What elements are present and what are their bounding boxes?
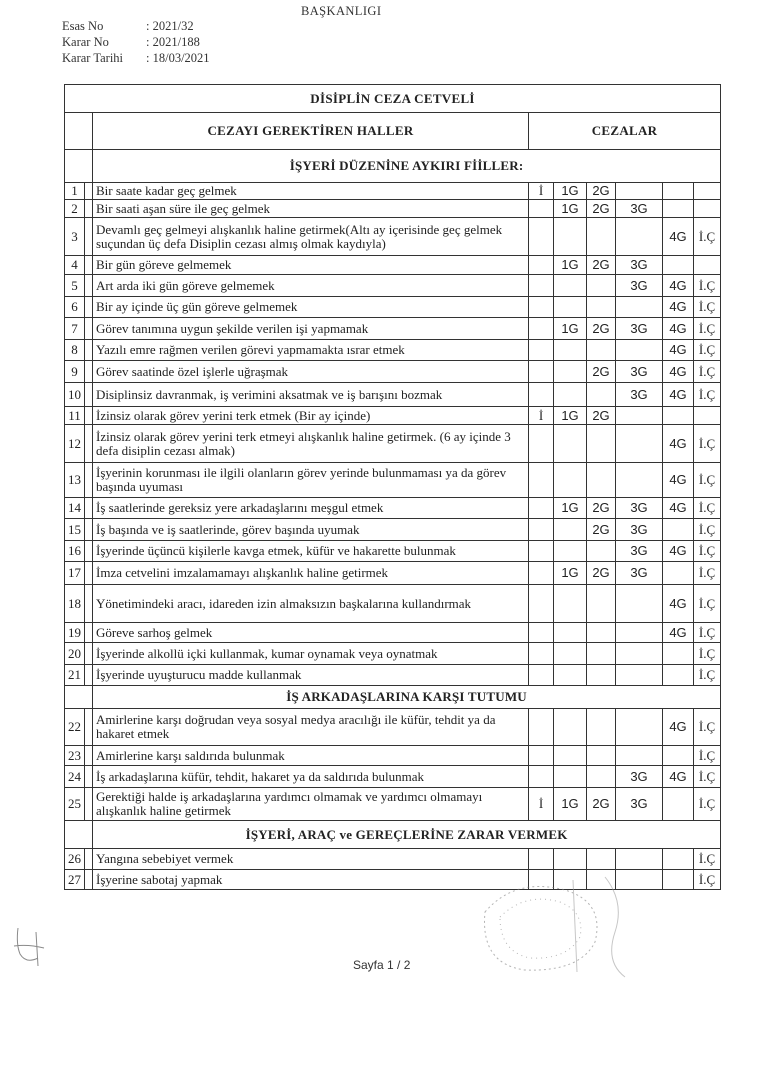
penalty-cell: İ.Ç <box>694 746 721 766</box>
penalty-cell: 4G <box>663 383 694 407</box>
row-offense-text: Gerektiği halde iş arkadaşlarına yardımcı olmamak ve yardımcı olmamayı alışkanlık haline getirmek <box>93 788 529 821</box>
penalty-cell <box>587 746 616 766</box>
row-number: 1 <box>65 183 85 200</box>
penalty-cell: 1G <box>554 183 587 200</box>
penalty-cell: İ.Ç <box>694 318 721 340</box>
penalty-cell <box>554 643 587 665</box>
row-spacer <box>85 643 93 665</box>
row-spacer <box>85 623 93 643</box>
table-row <box>65 541 721 562</box>
penalty-cell: 2G <box>587 788 616 821</box>
penalty-cell <box>694 183 721 200</box>
row-number: 15 <box>65 519 85 541</box>
penalty-cell: İ.Ç <box>694 585 721 623</box>
penalty-cell: 3G <box>616 519 663 541</box>
row-spacer <box>85 361 93 383</box>
penalty-cell: 3G <box>616 318 663 340</box>
penalty-cell: 1G <box>554 407 587 425</box>
section-header-row <box>65 686 721 709</box>
penalty-cell: İ.Ç <box>694 870 721 890</box>
row-number: 7 <box>65 318 85 340</box>
penalty-cell: 2G <box>587 318 616 340</box>
column-header-penalties: CEZALAR <box>529 113 721 150</box>
table-row <box>65 463 721 498</box>
penalty-cell <box>554 297 587 318</box>
penalty-cell: İ.Ç <box>694 463 721 498</box>
office-heading: BAŞKANLIGI <box>301 4 382 18</box>
row-offense-text: İş saatlerinde gereksiz yere arkadaşlarını meşgul etmek <box>93 498 529 519</box>
table-row <box>65 361 721 383</box>
table-row <box>65 585 721 623</box>
penalty-cell <box>554 623 587 643</box>
page-number: Sayfa 1 / 2 <box>353 958 411 972</box>
penalty-cell <box>663 665 694 686</box>
penalty-cell: 3G <box>616 562 663 585</box>
penalty-cell: 4G <box>663 361 694 383</box>
penalty-cell <box>587 463 616 498</box>
penalty-cell <box>529 361 554 383</box>
meta-row-karar <box>62 34 210 50</box>
penalty-cell <box>616 643 663 665</box>
row-offense-text: Bir saati aşan süre ile geç gelmek <box>93 200 529 218</box>
penalty-cell: İ <box>529 183 554 200</box>
penalty-cell <box>554 519 587 541</box>
penalty-cell <box>616 218 663 256</box>
penalty-cell <box>529 463 554 498</box>
penalty-cell <box>663 407 694 425</box>
penalty-cell: İ.Ç <box>694 361 721 383</box>
official-stamp-icon <box>455 872 635 982</box>
penalty-cell: 4G <box>663 318 694 340</box>
row-offense-text: İşyerinde üçüncü kişilerle kavga etmek, küfür ve hakarette bulunmak <box>93 541 529 562</box>
table-row <box>65 383 721 407</box>
penalty-cell: 1G <box>554 318 587 340</box>
case-metadata <box>62 18 210 66</box>
meta-value: : 18/03/2021 <box>146 51 210 65</box>
penalty-cell <box>529 200 554 218</box>
penalty-cell <box>554 275 587 297</box>
row-number: 14 <box>65 498 85 519</box>
penalty-cell <box>587 425 616 463</box>
row-offense-text: Görev tanımına uygun şekilde verilen işi yapmamak <box>93 318 529 340</box>
penalty-cell: 2G <box>587 519 616 541</box>
row-offense-text: Bir saate kadar geç gelmek <box>93 183 529 200</box>
meta-value: : 2021/32 <box>146 19 194 33</box>
penalty-cell <box>529 256 554 275</box>
row-number: 3 <box>65 218 85 256</box>
row-number: 5 <box>65 275 85 297</box>
penalty-cell: 1G <box>554 562 587 585</box>
row-number: 2 <box>65 200 85 218</box>
penalty-cell <box>554 361 587 383</box>
penalty-cell <box>587 709 616 746</box>
meta-label: Esas No <box>62 19 104 33</box>
penalty-cell: 2G <box>587 407 616 425</box>
penalty-cell <box>554 425 587 463</box>
penalty-cell <box>616 623 663 643</box>
penalty-cell: 4G <box>663 766 694 788</box>
row-number: 21 <box>65 665 85 686</box>
table-row <box>65 183 721 200</box>
row-spacer <box>85 183 93 200</box>
penalty-cell: İ.Ç <box>694 709 721 746</box>
handwritten-mark-icon <box>4 924 54 970</box>
section-title: İŞYERİ DÜZENİNE AYKIRI FİİLLER: <box>93 150 721 183</box>
meta-row-tarih <box>62 50 210 66</box>
penalty-cell <box>616 425 663 463</box>
penalty-cell: İ.Ç <box>694 425 721 463</box>
row-offense-text: Yazılı emre rağmen verilen görevi yapmamakta ısrar etmek <box>93 340 529 361</box>
table-row <box>65 256 721 275</box>
penalty-cell <box>663 519 694 541</box>
row-offense-text: Bir ay içinde üç gün göreve gelmemek <box>93 297 529 318</box>
penalty-cell <box>587 275 616 297</box>
table-title-row <box>65 85 721 113</box>
row-spacer <box>85 275 93 297</box>
penalty-cell <box>554 709 587 746</box>
row-spacer <box>85 425 93 463</box>
row-spacer <box>85 519 93 541</box>
row-number: 20 <box>65 643 85 665</box>
row-spacer <box>85 407 93 425</box>
row-number: 8 <box>65 340 85 361</box>
penalty-cell <box>616 665 663 686</box>
penalty-cell: 2G <box>587 256 616 275</box>
penalty-cell <box>663 788 694 821</box>
header-spacer <box>65 113 93 150</box>
row-offense-text: İşyerinde alkollü içki kullanmak, kumar oynamak veya oynatmak <box>93 643 529 665</box>
meta-row-esas <box>62 18 210 34</box>
penalty-cell: 3G <box>616 361 663 383</box>
row-offense-text: Art arda iki gün göreve gelmemek <box>93 275 529 297</box>
penalty-cell <box>554 766 587 788</box>
penalty-cell <box>663 562 694 585</box>
penalty-cell <box>616 297 663 318</box>
penalty-cell <box>587 383 616 407</box>
table-row <box>65 709 721 746</box>
penalty-cell <box>663 849 694 870</box>
row-number: 9 <box>65 361 85 383</box>
row-offense-text: İmza cetvelini imzalamamayı alışkanlık haline getirmek <box>93 562 529 585</box>
penalty-cell <box>554 218 587 256</box>
row-number: 18 <box>65 585 85 623</box>
penalty-cell: 4G <box>663 463 694 498</box>
row-spacer <box>85 318 93 340</box>
penalty-cell: İ.Ç <box>694 766 721 788</box>
row-offense-text: Görev saatinde özel işlerle uğraşmak <box>93 361 529 383</box>
penalty-cell <box>554 463 587 498</box>
penalty-cell <box>616 340 663 361</box>
penalty-cell <box>587 766 616 788</box>
row-spacer <box>85 541 93 562</box>
penalty-cell <box>529 318 554 340</box>
table-row <box>65 788 721 821</box>
penalty-cell: 2G <box>587 200 616 218</box>
penalty-cell <box>663 256 694 275</box>
row-spacer <box>85 297 93 318</box>
penalty-cell <box>663 200 694 218</box>
section-header-row <box>65 150 721 183</box>
table-title: DİSİPLİN CEZA CETVELİ <box>65 85 721 113</box>
penalty-cell <box>663 870 694 890</box>
table-row <box>65 425 721 463</box>
penalty-cell: İ.Ç <box>694 498 721 519</box>
penalty-cell: İ.Ç <box>694 623 721 643</box>
row-number: 19 <box>65 623 85 643</box>
penalty-cell: 3G <box>616 383 663 407</box>
penalty-cell <box>663 183 694 200</box>
table-row <box>65 297 721 318</box>
row-number: 25 <box>65 788 85 821</box>
penalty-cell <box>616 709 663 746</box>
row-spacer <box>85 665 93 686</box>
penalty-cell <box>587 297 616 318</box>
row-spacer <box>85 463 93 498</box>
penalty-cell: 3G <box>616 275 663 297</box>
section-title: İŞ ARKADAŞLARINA KARŞI TUTUMU <box>93 686 721 709</box>
penalty-cell <box>616 849 663 870</box>
penalty-cell: 4G <box>663 218 694 256</box>
row-offense-text: Yönetimindeki aracı, idareden izin almaksızın başkalarına kullandırmak <box>93 585 529 623</box>
penalty-cell: 4G <box>663 498 694 519</box>
penalty-cell <box>616 585 663 623</box>
penalty-cell <box>529 585 554 623</box>
penalty-cell: 4G <box>663 541 694 562</box>
penalty-cell <box>663 746 694 766</box>
penalty-cell <box>587 585 616 623</box>
row-offense-text: İşyerinin korunması ile ilgili olanların görev yerinde bulunmaması ya da görev başında uyuması <box>93 463 529 498</box>
penalty-cell <box>529 297 554 318</box>
row-spacer <box>85 218 93 256</box>
penalty-cell <box>587 665 616 686</box>
penalty-cell <box>529 665 554 686</box>
penalty-cell <box>616 183 663 200</box>
row-offense-text: İş başında ve iş saatlerinde, görev başında uyumak <box>93 519 529 541</box>
penalty-cell <box>587 623 616 643</box>
row-spacer <box>85 340 93 361</box>
table-row <box>65 643 721 665</box>
penalty-cell: 2G <box>587 562 616 585</box>
column-header-row <box>65 113 721 150</box>
table-row <box>65 407 721 425</box>
row-spacer <box>85 870 93 890</box>
penalty-cell <box>587 643 616 665</box>
penalty-cell: 3G <box>616 256 663 275</box>
penalty-cell: 1G <box>554 788 587 821</box>
penalty-cell <box>529 340 554 361</box>
meta-label: Karar No <box>62 35 109 49</box>
row-number: 26 <box>65 849 85 870</box>
row-number: 13 <box>65 463 85 498</box>
row-offense-text: İşyerine sabotaj yapmak <box>93 870 529 890</box>
row-offense-text: İzinsiz olarak görev yerini terk etmeyi alışkanlık haline getirmek. (6 ay içinde 3 defa disiplin cezası almak) <box>93 425 529 463</box>
penalty-cell <box>587 340 616 361</box>
penalty-cell: İ.Ç <box>694 519 721 541</box>
penalty-cell <box>554 340 587 361</box>
penalty-cell: İ.Ç <box>694 788 721 821</box>
penalty-cell <box>529 643 554 665</box>
table-row <box>65 562 721 585</box>
penalty-cell <box>529 746 554 766</box>
table-row <box>65 218 721 256</box>
penalty-schedule-table <box>64 84 721 890</box>
section-spacer <box>65 686 93 709</box>
penalty-cell: 1G <box>554 498 587 519</box>
penalty-cell <box>554 383 587 407</box>
penalty-cell: 4G <box>663 297 694 318</box>
penalty-cell <box>616 407 663 425</box>
penalty-cell: 3G <box>616 766 663 788</box>
penalty-cell <box>694 200 721 218</box>
column-header-cases: CEZAYI GEREKTİREN HALLER <box>93 113 529 150</box>
penalty-cell: İ.Ç <box>694 849 721 870</box>
row-spacer <box>85 766 93 788</box>
penalty-cell: 3G <box>616 541 663 562</box>
row-spacer <box>85 200 93 218</box>
penalty-cell <box>529 275 554 297</box>
row-spacer <box>85 709 93 746</box>
row-offense-text: İşyerinde uyuşturucu madde kullanmak <box>93 665 529 686</box>
section-spacer <box>65 150 93 183</box>
penalty-cell <box>616 746 663 766</box>
section-spacer <box>65 821 93 849</box>
row-spacer <box>85 585 93 623</box>
penalty-cell <box>554 541 587 562</box>
penalty-cell <box>554 665 587 686</box>
row-number: 11 <box>65 407 85 425</box>
penalty-cell <box>554 746 587 766</box>
penalty-cell: İ.Ç <box>694 562 721 585</box>
row-number: 10 <box>65 383 85 407</box>
penalty-cell <box>529 425 554 463</box>
table-row <box>65 766 721 788</box>
row-number: 24 <box>65 766 85 788</box>
row-offense-text: İş arkadaşlarına küfür, tehdit, hakaret ya da saldırıda bulunmak <box>93 766 529 788</box>
penalty-cell <box>529 498 554 519</box>
penalty-cell <box>529 709 554 746</box>
row-offense-text: Amirlerine karşı doğrudan veya sosyal medya aracılığı ile küfür, tehdit ya da hakaret etmek <box>93 709 529 746</box>
penalty-cell: İ.Ç <box>694 218 721 256</box>
penalty-cell: İ.Ç <box>694 665 721 686</box>
row-number: 22 <box>65 709 85 746</box>
penalty-cell: İ.Ç <box>694 383 721 407</box>
row-number: 4 <box>65 256 85 275</box>
penalty-cell <box>529 218 554 256</box>
penalty-cell <box>529 623 554 643</box>
row-offense-text: Devamlı geç gelmeyi alışkanlık haline getirmek(Altı ay içerisinde geç gelmek suçundan üç defa Disiplin cezası almış olmak kaydıyla) <box>93 218 529 256</box>
row-number: 23 <box>65 746 85 766</box>
penalty-cell <box>529 766 554 788</box>
row-spacer <box>85 746 93 766</box>
penalty-cell: 1G <box>554 256 587 275</box>
penalty-cell <box>554 849 587 870</box>
table-row <box>65 200 721 218</box>
row-offense-text: Bir gün göreve gelmemek <box>93 256 529 275</box>
penalty-cell: 1G <box>554 200 587 218</box>
penalty-cell <box>694 256 721 275</box>
table-row <box>65 746 721 766</box>
penalty-cell: 4G <box>663 623 694 643</box>
row-spacer <box>85 498 93 519</box>
row-number: 12 <box>65 425 85 463</box>
table-row <box>65 519 721 541</box>
row-offense-text: Disiplinsiz davranmak, iş verimini aksatmak ve iş barışını bozmak <box>93 383 529 407</box>
penalty-cell: 4G <box>663 340 694 361</box>
table-row <box>65 665 721 686</box>
row-spacer <box>85 849 93 870</box>
penalty-cell: İ.Ç <box>694 297 721 318</box>
penalty-cell: 2G <box>587 498 616 519</box>
row-offense-text: İzinsiz olarak görev yerini terk etmek (Bir ay içinde) <box>93 407 529 425</box>
penalty-cell: 4G <box>663 275 694 297</box>
penalty-cell <box>587 541 616 562</box>
penalty-cell <box>529 562 554 585</box>
penalty-cell: 3G <box>616 200 663 218</box>
penalty-cell <box>529 519 554 541</box>
penalty-cell <box>529 541 554 562</box>
row-spacer <box>85 788 93 821</box>
table-row <box>65 318 721 340</box>
penalty-cell: İ <box>529 788 554 821</box>
penalty-cell: 4G <box>663 709 694 746</box>
penalty-cell <box>529 383 554 407</box>
row-number: 6 <box>65 297 85 318</box>
meta-value: : 2021/188 <box>146 35 200 49</box>
penalty-cell: 3G <box>616 788 663 821</box>
penalty-cell <box>663 643 694 665</box>
penalty-cell <box>694 407 721 425</box>
table-row <box>65 849 721 870</box>
section-header-row <box>65 821 721 849</box>
row-number: 16 <box>65 541 85 562</box>
penalty-cell: 2G <box>587 183 616 200</box>
penalty-cell: İ.Ç <box>694 340 721 361</box>
row-spacer <box>85 383 93 407</box>
row-offense-text: Amirlerine karşı saldırıda bulunmak <box>93 746 529 766</box>
meta-label: Karar Tarihi <box>62 51 124 65</box>
penalty-cell: İ.Ç <box>694 643 721 665</box>
table-row <box>65 340 721 361</box>
penalty-cell: 2G <box>587 361 616 383</box>
penalty-cell <box>554 585 587 623</box>
table-row <box>65 275 721 297</box>
penalty-cell <box>529 849 554 870</box>
penalty-cell: İ <box>529 407 554 425</box>
row-spacer <box>85 562 93 585</box>
row-spacer <box>85 256 93 275</box>
row-offense-text: Yangına sebebiyet vermek <box>93 849 529 870</box>
penalty-cell <box>616 463 663 498</box>
penalty-cell: İ.Ç <box>694 275 721 297</box>
table-row <box>65 623 721 643</box>
section-title: İŞYERİ, ARAÇ ve GEREÇLERİNE ZARAR VERMEK <box>93 821 721 849</box>
table-row <box>65 498 721 519</box>
row-number: 27 <box>65 870 85 890</box>
penalty-cell: 3G <box>616 498 663 519</box>
row-number: 17 <box>65 562 85 585</box>
penalty-cell: 4G <box>663 425 694 463</box>
penalty-cell <box>587 849 616 870</box>
row-offense-text: Göreve sarhoş gelmek <box>93 623 529 643</box>
penalty-cell: 4G <box>663 585 694 623</box>
penalty-cell <box>587 218 616 256</box>
penalty-cell: İ.Ç <box>694 541 721 562</box>
